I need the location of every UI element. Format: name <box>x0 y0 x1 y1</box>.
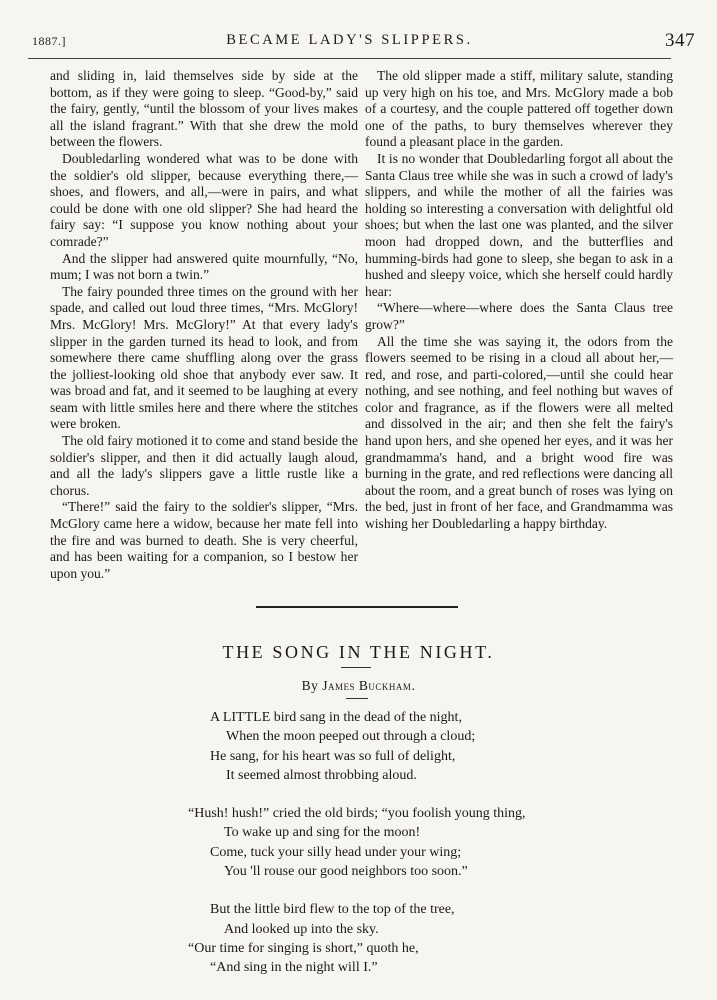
poem-title: THE SONG IN THE NIGHT. <box>222 642 495 662</box>
paragraph: The old slipper made a stiff, military salute, standing up very high on his toe, and Mrs. McGlory made a bob of a courtesy, and the couple pattered off together down one of the paths, to bury themselves wherever they found a pleasant place in the garden. <box>365 68 673 150</box>
poem-line: A LITTLE bird sang in the dead of the night, <box>210 710 462 725</box>
poem-line: Come, tuck your silly head under your wing; <box>210 844 462 860</box>
paragraph: The old fairy motioned it to come and stand beside the soldier's slipper, and then it did actually laugh aloud, and all the lady's slippers gave a little rustle like a chorus. <box>50 433 358 498</box>
byline-rule <box>346 698 368 699</box>
byline-by: By <box>301 678 319 693</box>
running-title: BECAME LADY'S SLIPPERS. <box>226 32 473 48</box>
page-number: 347 <box>665 30 695 51</box>
left-column <box>50 68 358 582</box>
paragraph: It is no wonder that Doubledarling forgot all about the Santa Claus tree while she was in such a crowd of lady's slippers, and while the mother of all the fairies was holding so interesting a conversation with delightful old shoes; but when the last one was planted, and the silver moon had dropped down, and the butterflies and humming-birds had gone to sleep, she began to ask in a hushed and sleepy voice, which she herself could hardly hear: <box>365 150 673 299</box>
stanza <box>188 804 630 881</box>
stanza <box>210 708 630 785</box>
poem-author: James Buckham. <box>322 678 416 693</box>
poem-line: But the little bird flew to the top of the tree, <box>210 902 455 918</box>
poem-line: It seemed almost throbbing aloud. <box>226 767 417 783</box>
right-column <box>365 68 673 533</box>
poem-body <box>188 708 630 997</box>
header-year: 1887.] <box>32 34 66 48</box>
poem-line: “Hush! hush!” cried the old birds; “you foolish young thing, <box>188 806 526 822</box>
poem-line: You 'll rouse our good neighbors too soon.” <box>224 864 468 880</box>
poem-line: To wake up and sing for the moon! <box>224 825 421 841</box>
poem-line: “Our time for singing is short,” quoth he, <box>188 940 419 956</box>
title-rule <box>341 667 371 668</box>
paragraph: “There!” said the fairy to the soldier's slipper, “Mrs. McGlory came here a widow, because her mate fell into the fire and was burned to death. She is very cheerful, and has been waiting for a companion, so I bestow her upon you.” <box>50 499 358 581</box>
running-header <box>28 28 695 59</box>
section-divider <box>256 606 458 608</box>
paragraph: Doubledarling wondered what was to be done with the soldier's old slipper, because everything there,—shoes, and flowers, and all,—were in pairs, and what could be done with one old slipper? She had heard the fairy say: “I suppose you know nothing about your comrade?” <box>50 150 358 249</box>
paragraph: and sliding in, laid themselves side by side at the bottom, as if they were going to sleep. “Good-by,” said the fairy, gently, “until the blossom of your lives makes all the island fragrant.” With that she drew the mold between the flowers. <box>50 68 358 150</box>
paragraph: And the slipper had answered quite mournfully, “No, mum; I was not born a twin.” <box>50 250 358 283</box>
paragraph: All the time she was saying it, the odors from the flowers seemed to be rising in a cloud all about her,—red, and rose, and parti-colored,—until she could hear nothing, and see nothing, and feel nothing but waves of color and fragrance, as if the flowers were all melted and dissolved in the air; and then she felt the fairy's hand upon hers, and she opened her eyes, and it was her grandmamma's hand, and a bright wood fire was burning in the grate, and red reflections were dancing all about the room, and a great bunch of roses was lying on the bed, just in front of her face, and Grandmamma was wishing her Doubledarling a happy birthday. <box>365 333 673 532</box>
poem-line: “And sing in the night will I.” <box>210 960 378 976</box>
poem-line: And looked up into the sky. <box>224 921 379 937</box>
poem-line: He sang, for his heart was so full of delight, <box>210 748 456 764</box>
poem-line: When the moon peeped out through a cloud; <box>226 729 476 745</box>
stanza <box>188 900 630 977</box>
byline <box>0 678 717 694</box>
paragraph: “Where—where—where does the Santa Claus tree grow?” <box>365 300 673 332</box>
paragraph: The fairy pounded three times on the ground with her spade, and called out loud three times, “Mrs. McGlory! Mrs. McGlory! Mrs. McGlory!” At that every lady's slipper in the garden turned its head to look, and from somewhere there came shuffling along over the grass the jolliest-looking old shoe that anybody ever saw. It was broad and fat, and it seemed to be laughing at every seam with little smiles here and there where the stitches were broken. <box>50 283 358 432</box>
